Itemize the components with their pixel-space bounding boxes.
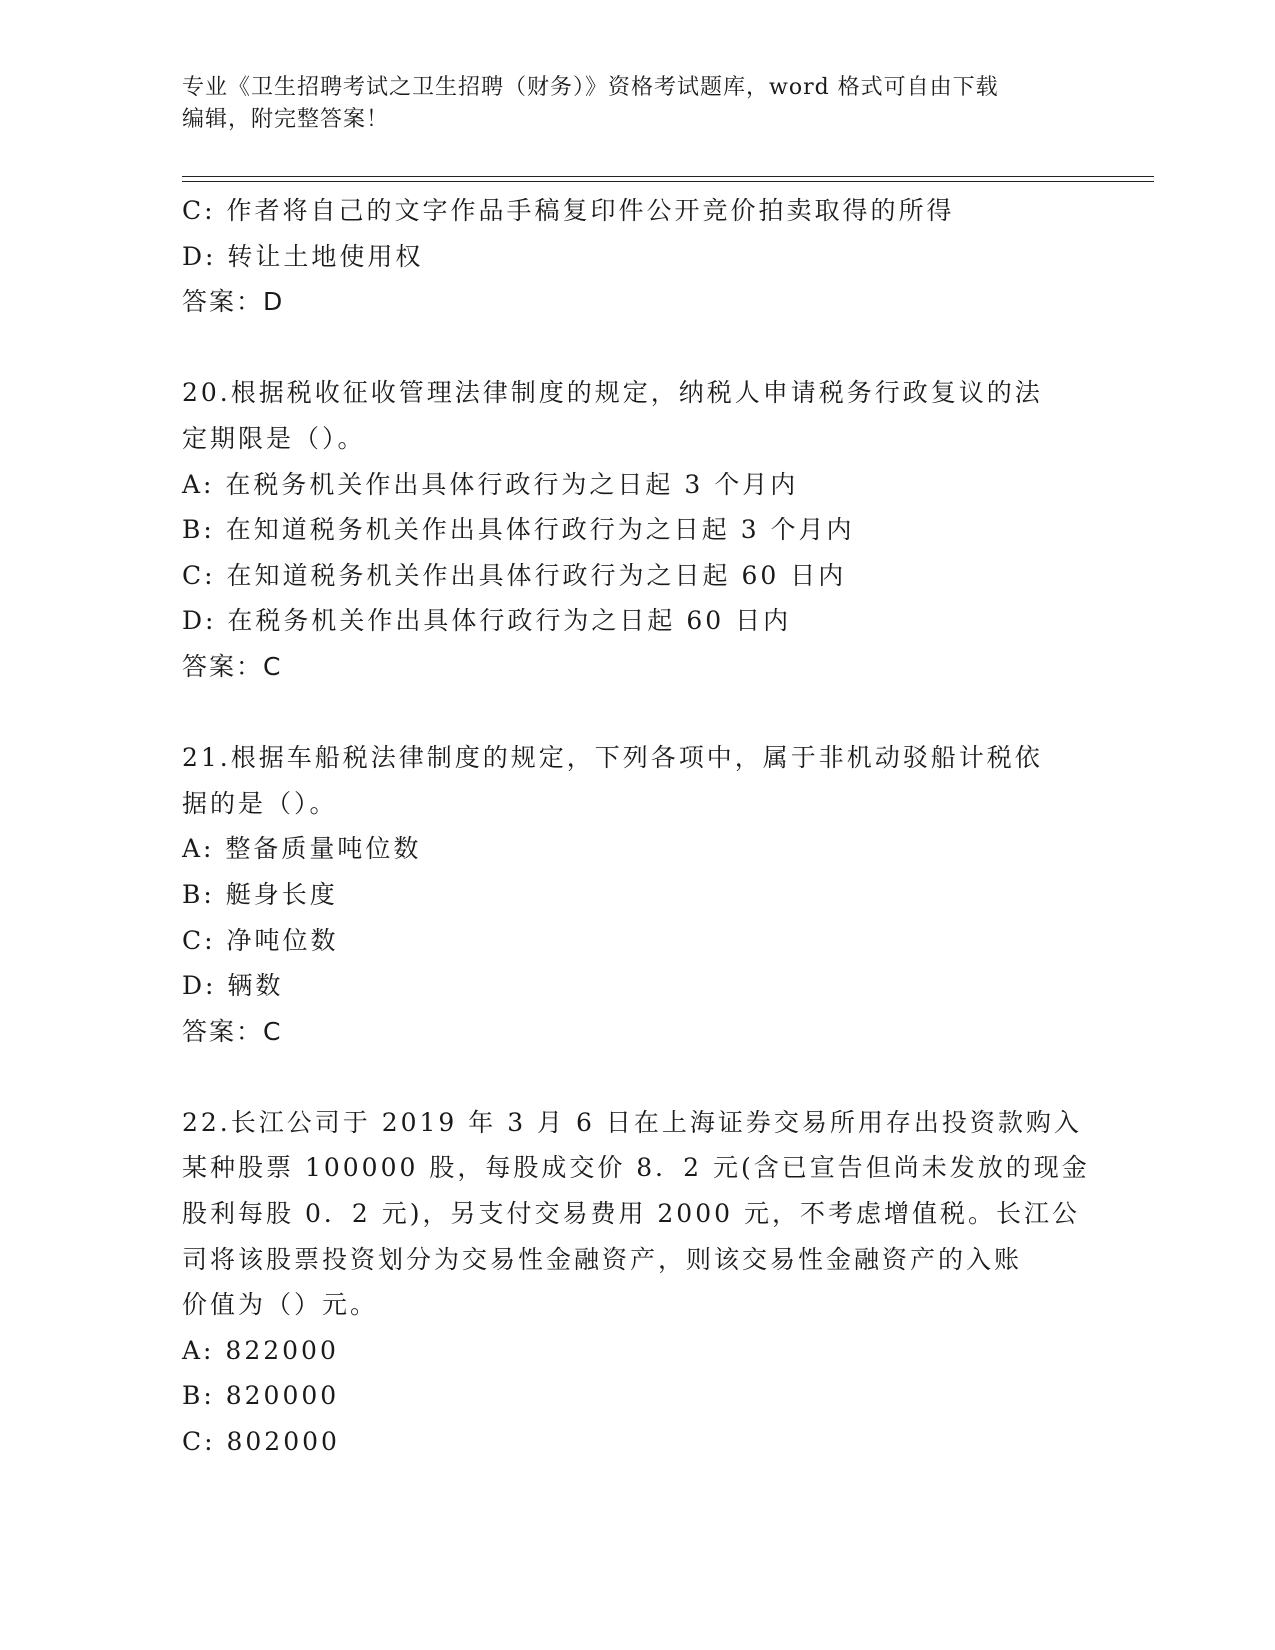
question-19 <box>182 188 1062 325</box>
question-stem: 20.根据税收征收管理法律制度的规定，纳税人申请税务行政复议的法 <box>182 378 1043 408</box>
question-stem: 某种股票 100000 股，每股成交价 8．2 元(含已宣告但尚未发放的现金 <box>182 1153 1090 1183</box>
option-c: C: 作者将自己的文字作品手稿复印件公开竞价拍卖取得的所得 <box>182 196 955 225</box>
question-stem: 据的是（）。 <box>182 788 338 818</box>
header-line-2: 编辑，附完整答案！ <box>182 107 390 132</box>
question-stem: 22.长江公司于 2019 年 3 月 6 日在上海证券交易所用存出投资款购入 <box>182 1107 1082 1137</box>
option-b: B: 在知道税务机关作出具体行政行为之日起 3 个月内 <box>182 515 855 545</box>
question-stem: 司将该股票投资划分为交易性金融资产，则该交易性金融资产的入账 <box>182 1244 1023 1274</box>
question-stem: 价值为（）元。 <box>182 1290 379 1320</box>
question-21 <box>182 735 1062 1054</box>
spacer <box>182 690 1062 736</box>
option-d: D: 转让土地使用权 <box>182 241 424 271</box>
spacer <box>182 1054 1062 1100</box>
option-b: B: 艇身长度 <box>182 879 338 909</box>
answer-line <box>182 279 1062 325</box>
header-divider-bottom <box>182 181 1154 182</box>
question-22 <box>182 1100 1090 1465</box>
answer-line <box>182 1009 1062 1055</box>
option-c: C: 净吨位数 <box>182 925 339 955</box>
answer-value: C <box>263 651 283 681</box>
option-a: A: 822000 <box>182 1335 339 1365</box>
question-stem: 21.根据车船税法律制度的规定，下列各项中，属于非机动驳船计税依 <box>182 743 1043 773</box>
question-content <box>182 188 1090 1465</box>
option-c: C: 802000 <box>182 1427 340 1457</box>
question-stem: 股利每股 0．2 元)，另支付交易费用 2000 元，不考虑增值税。长江公 <box>182 1199 1080 1229</box>
header-line-1: 专业《卫生招聘考试之卫生招聘（财务）》资格考试题库，word 格式可自由下载 <box>182 75 999 100</box>
spacer <box>182 325 1062 371</box>
question-20 <box>182 370 1062 689</box>
option-a: A: 整备质量吨位数 <box>182 834 422 864</box>
page-header <box>182 72 1052 136</box>
header-divider-top <box>182 176 1154 177</box>
answer-label: 答案： <box>182 1016 264 1046</box>
answer-value: D <box>263 287 285 317</box>
option-b: B: 820000 <box>182 1381 340 1411</box>
option-c: C: 在知道税务机关作出具体行政行为之日起 60 日内 <box>182 560 847 590</box>
option-d: D: 在税务机关作出具体行政行为之日起 60 日内 <box>182 606 792 636</box>
option-a: A: 在税务机关作出具体行政行为之日起 3 个月内 <box>182 469 799 499</box>
answer-line <box>182 644 1062 690</box>
answer-value: C <box>263 1016 283 1046</box>
option-d: D: 辆数 <box>182 971 284 1001</box>
question-stem: 定期限是（）。 <box>182 423 366 453</box>
answer-label: 答案： <box>182 287 264 317</box>
answer-label: 答案： <box>182 651 264 681</box>
